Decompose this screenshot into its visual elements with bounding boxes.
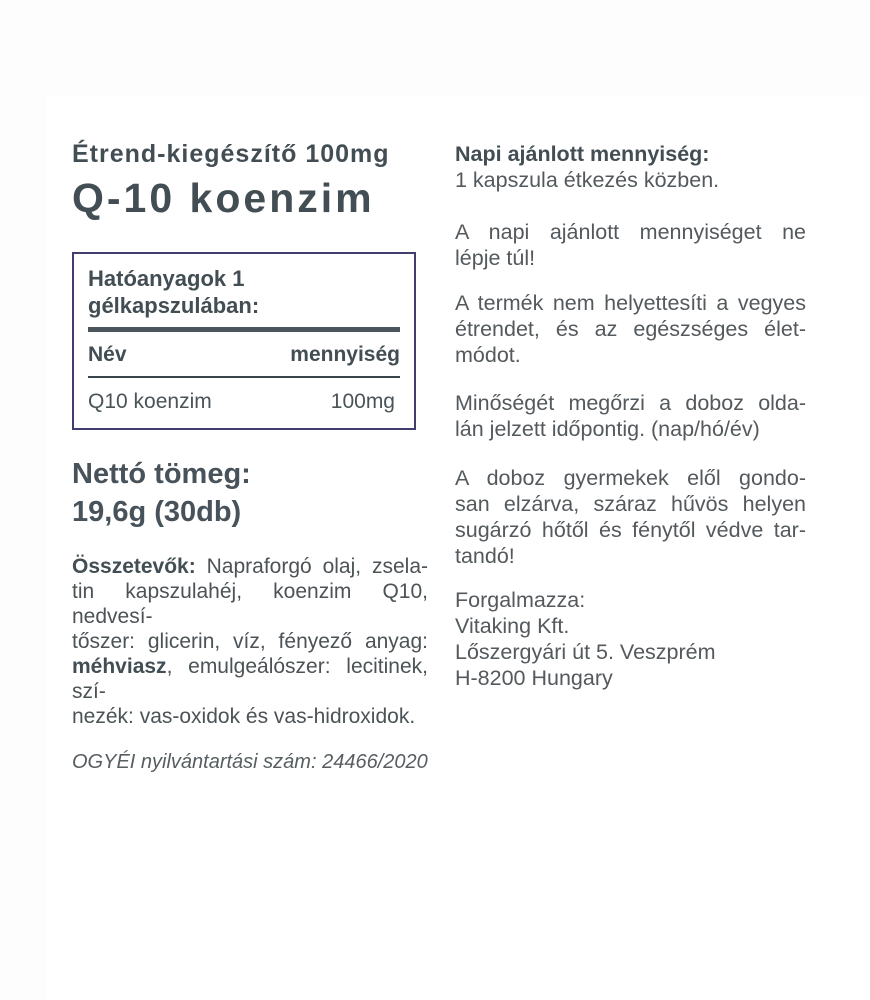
table-rule-thin: [88, 376, 400, 378]
net-weight-value: 19,6g (30db): [72, 496, 242, 528]
text-line: H-8200 Hungary: [455, 666, 613, 690]
text-line: Vitaking Kft.: [455, 614, 570, 638]
active-ingredients-table: [72, 252, 416, 430]
text-line: Lőszergyári út 5. Veszprém: [455, 640, 716, 664]
table-title: Hatóanyagok 1 gélkapszulában:: [88, 266, 260, 318]
text-line: tin kapszulahéj, koenzim Q10, nedvesí-: [72, 580, 428, 628]
text-line: tőszer: glicerin, víz, fényező anyag:: [72, 630, 428, 653]
text-line: Minőségét megőrzi a doboz olda-: [455, 391, 806, 415]
ingredients-paragraph: [72, 554, 428, 729]
paragraph-not-substitute: [455, 290, 806, 368]
text-line: A napi ajánlott mennyiséget ne: [455, 220, 806, 244]
left-column: [72, 140, 428, 774]
paragraph-do-not-exceed: [455, 219, 806, 271]
text-line: lépje túl!: [455, 246, 536, 270]
bold-text-segment: méhviasz: [72, 655, 167, 678]
paragraph-storage: [455, 465, 806, 569]
table-col-name: Név: [88, 343, 127, 366]
text-line: A doboz gyermekek elől gondo-: [455, 466, 806, 490]
text-line: [72, 654, 428, 704]
text-segment: , emulgeálószer: lecitinek, szí-: [72, 655, 428, 703]
row-ingredient-qty: 100mg: [330, 390, 395, 413]
table-column-headers: [88, 342, 400, 368]
table-rule-thick: [88, 327, 400, 332]
net-weight-label: Nettó tömeg:: [72, 458, 251, 490]
table-col-qty: mennyiség: [290, 343, 400, 366]
product-title: Q-10 koenzim: [72, 175, 375, 221]
paragraph-recommended-dose: [455, 141, 806, 193]
paragraph-distributor: [455, 587, 806, 691]
text-segment: Napraforgó olaj, zsela-: [206, 555, 429, 578]
text-line: 1 kapszula étkezés közben.: [455, 168, 720, 192]
text-line: sugárzó hőtől és fénytől védve tar-: [455, 518, 806, 542]
registration-number: OGYÉI nyilvántartási szám: 24466/2020: [72, 751, 428, 773]
text-line: [72, 554, 428, 579]
bold-text-segment: Napi ajánlott mennyiség:: [455, 142, 710, 166]
product-subtitle: Étrend-kiegészítő 100mg: [72, 140, 390, 168]
row-ingredient-name: Q10 koenzim: [88, 390, 212, 413]
text-line: módot.: [455, 343, 521, 367]
paragraph-best-before: [455, 390, 806, 442]
right-column: [455, 141, 806, 691]
text-line: nezék: vas-oxidok és vas-hidroxidok.: [72, 705, 416, 728]
text-line: san elzárva, száraz hűvös helyen: [455, 492, 806, 516]
text-line: Forgalmazza:: [455, 588, 586, 612]
text-line: lán jelzett időpontig. (nap/hó/év): [455, 417, 760, 441]
text-line: tandó!: [455, 544, 515, 568]
text-line: A termék nem helyettesíti a vegyes: [455, 291, 806, 315]
text-line: étrendet, és az egészséges élet-: [455, 317, 806, 341]
table-row: [88, 389, 400, 415]
text-line: [455, 141, 806, 167]
bold-text-segment: Összetevők:: [72, 555, 207, 578]
